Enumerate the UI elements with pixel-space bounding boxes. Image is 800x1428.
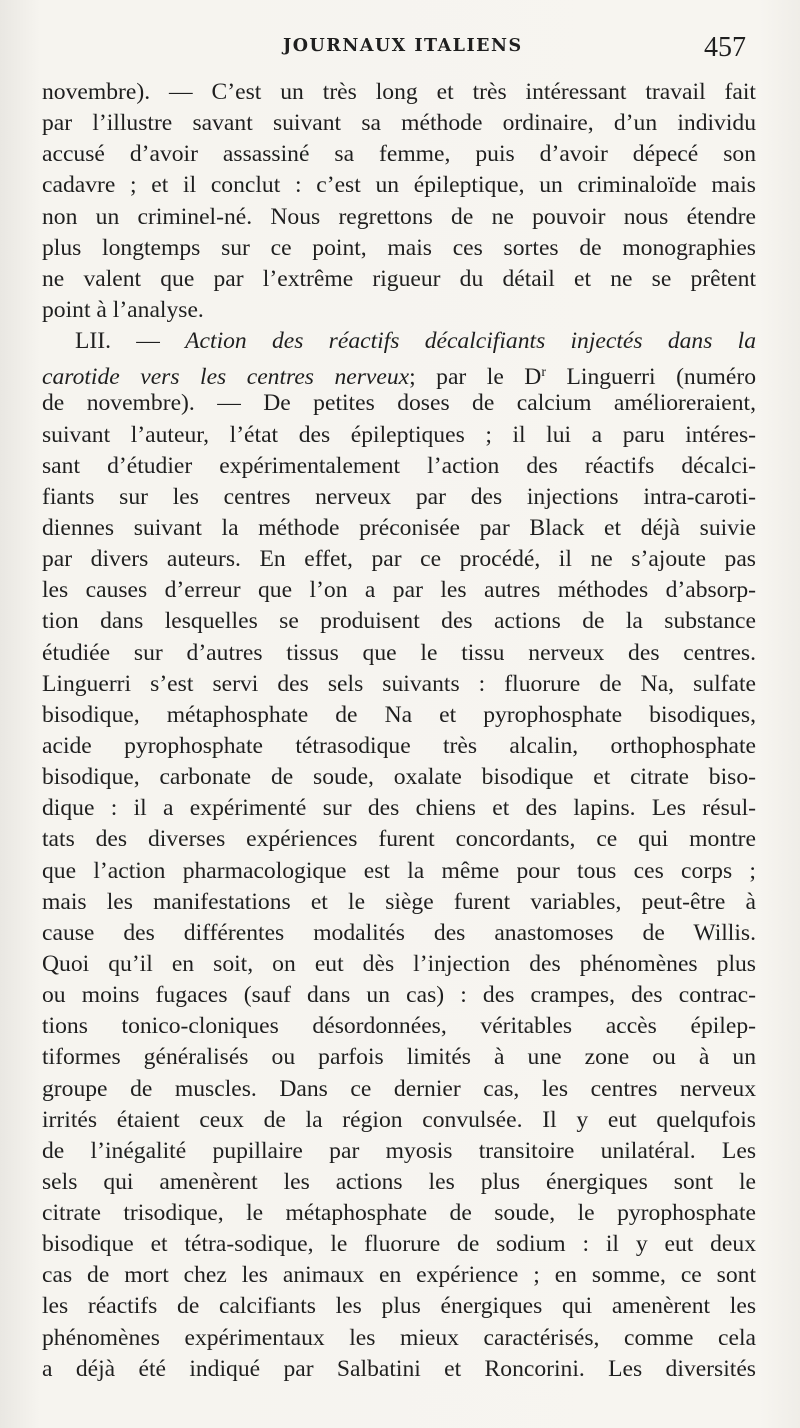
author-name: Linguerri (numéro <box>546 364 756 391</box>
section-number: LII. — <box>75 328 186 355</box>
text-line: les réactifs de calcifiants les plus énergiques qui amenèrent les <box>42 1293 756 1320</box>
page-header <box>0 30 800 70</box>
text-line: cas de mort chez les animaux en expérience ; en somme, ce sont <box>42 1262 756 1289</box>
section-heading-line <box>42 357 756 391</box>
text-line: de l’inégalité pupillaire par myosis transitoire unilatéral. Les <box>42 1137 756 1164</box>
text-line: tats des diverses expériences furent concordants, ce qui montre <box>42 826 756 853</box>
text-line: sels qui amenèrent les actions les plus énergiques sont le <box>42 1168 756 1195</box>
page-number: 457 <box>704 32 746 63</box>
text-line: irrités étaient ceux de la région convulsée. Il y eut quelqufois <box>42 1106 756 1133</box>
text-line: les causes d’erreur que l’on a par les autres méthodes d’absorp- <box>42 577 756 604</box>
text-line: bisodique et tétra-sodique, le fluorure de sodium : il y eut deux <box>42 1231 756 1258</box>
text-line: ou moins fugaces (sauf dans un cas) : des crampes, des contrac- <box>42 982 756 1009</box>
text-line: accusé d’avoir assassiné sa femme, puis d’avoir dépecé son <box>42 141 756 168</box>
text-line: Quoi qu’il en soit, on eut dès l’injection des phénomènes plus <box>42 950 756 977</box>
article-title: Action des réactifs décalcifiants injectés dans la <box>185 328 756 355</box>
article-title-continued: carotide vers les centres nerveux <box>42 364 410 391</box>
doctor-superscript: r <box>541 365 546 381</box>
text-line: par l’illustre savant suivant sa méthode ordinaire, d’un individu <box>42 110 756 137</box>
text-line: novembre). — C’est un très long et très intéressant travail fait <box>42 79 756 105</box>
text-line: Linguerri s’est servi des sels suivants : fluorure de Na, sulfate <box>42 670 756 697</box>
text-line: dique : il a expérimenté sur des chiens et des lapins. Les résul- <box>42 795 756 822</box>
text-line: suivant l’auteur, l’état des épileptiques ; il lui a paru intéres- <box>42 421 756 448</box>
text-line: cadavre ; et il conclut : c’est un épileptique, un criminaloïde mais <box>42 172 756 199</box>
text-line: plus longtemps sur ce point, mais ces sortes de monographies <box>42 234 756 261</box>
text-line: citrate trisodique, le métaphosphate de soude, le pyrophosphate <box>42 1200 756 1227</box>
text-line: tiformes généralisés ou parfois limités à une zone ou à un <box>42 1044 756 1071</box>
section-heading-line <box>42 326 756 357</box>
body-text <box>42 77 756 1385</box>
text-line: bisodique, métaphosphate de Na et pyrophosphate bisodiques, <box>42 701 756 728</box>
text-line: non un criminel-né. Nous regrettons de ne pouvoir nous étendre <box>42 203 756 230</box>
text-line: mais les manifestations et le siège furent variables, peut-être à <box>42 888 756 915</box>
text-line: a déjà été indiqué par Salbatini et Roncorini. Les diversités <box>42 1355 756 1382</box>
text-line: diennes suivant la méthode préconisée par Black et déjà suivie <box>42 514 756 541</box>
text-line: acide pyrophosphate tétrasodique très alcalin, orthophosphate <box>42 732 756 759</box>
text-line: par divers auteurs. En effet, par ce procédé, il ne s’ajoute pas <box>42 546 756 573</box>
text-line: fiants sur les centres nerveux par des injections intra-caroti- <box>42 483 756 510</box>
running-title: JOURNAUX ITALIENS <box>283 36 523 56</box>
text-line: ne valent que par l’extrême rigueur du détail et ne se prêtent <box>42 265 756 292</box>
text-line: groupe de muscles. Dans ce dernier cas, les centres nerveux <box>42 1075 756 1102</box>
text-line: tion dans lesquelles se produisent des actions de la substance <box>42 608 756 635</box>
text-line: point à l’analyse. <box>42 296 204 323</box>
text-line: sant d’étudier expérimentalement l’action des réactifs décalci- <box>42 452 756 479</box>
author-prefix: ; par le D <box>409 364 542 391</box>
text-line: tions tonico-cloniques désordonnées, véritables accès épilep- <box>42 1013 756 1040</box>
text-line: phénomènes expérimentaux les mieux caractérisés, comme cela <box>42 1324 756 1351</box>
text-line: bisodique, carbonate de soude, oxalate bisodique et citrate biso- <box>42 764 756 791</box>
text-line: étudiée sur d’autres tissus que le tissu nerveux des centres. <box>42 639 756 666</box>
text-line: cause des différentes modalités des anastomoses de Willis. <box>42 919 756 946</box>
text-line: que l’action pharmacologique est la même pour tous ces corps ; <box>42 857 756 884</box>
text-line: de novembre). — De petites doses de calcium amélioreraient, <box>42 390 756 417</box>
